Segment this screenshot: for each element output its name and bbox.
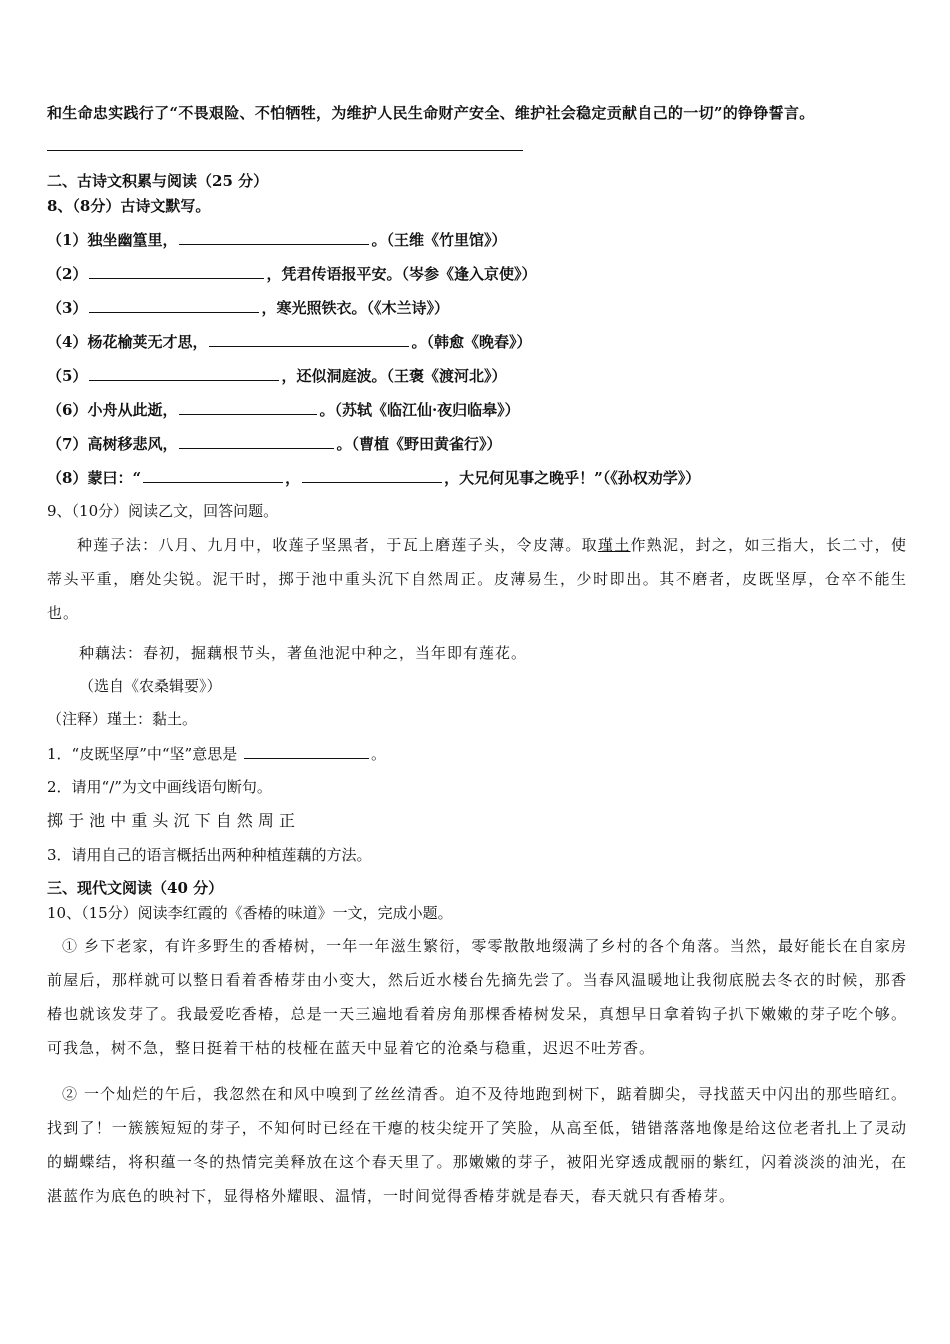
fill-blank[interactable] (244, 743, 369, 759)
q9-sub-1: 1．“皮既坚厚”中“坚”意思是 。 (47, 745, 387, 763)
fill-blank[interactable] (179, 433, 334, 449)
question-8-header: 8、（8分）古诗文默写。 (47, 197, 211, 215)
fill-blank[interactable] (89, 263, 264, 279)
passage-lotus-seeds: 种莲子法：八月、九月中，收莲子坚黑者，于瓦上磨莲子头，令皮薄。取瑾土作熟泥，封之，如三指大，长二寸，使蒂头平重，磨处尖锐。泥干时，掷于池中重头沉下自然周正。皮薄易生，少时即出。其不磨者，皮既坚厚，仓卒不能生也。 (47, 536, 907, 622)
answer-rule (47, 150, 523, 151)
fill-blank[interactable] (89, 297, 259, 313)
passage-note: （注释）瑾土：黏土。 (47, 710, 198, 728)
q8-item-5: （5） ，还似洞庭波。（王褒《渡河北》） (47, 367, 507, 385)
essay-paragraph-1: ① 乡下老家，有许多野生的香椿树，一年一年滋生繁衍，零零散散地缀满了乡村的各个角落。当然，最好能长在自家房前屋后，那样就可以整日看着香椿芽由小变大，然后近水楼台先摘先尝了。当春风温暖地让我彻底脱去冬衣的时候，那香椿也就该发芽了。我最爱吃香椿，总是一天三遍地看着房角那棵香椿树发呆，真想早日拿着钩子扒下嫩嫩的芽子吃个够。可我急，树不急，整日挺着干枯的枝桠在蓝天中显着它的沧桑与稳重，迟迟不吐芳香。 (47, 937, 907, 1057)
continuation-line: 和生命忠实践行了“不畏艰险、不怕牺牲，为维护人民生命财产安全、维护社会稳定贡献自己的一切”的铮铮誓言。 (47, 104, 815, 122)
q8-item-1: （1）独坐幽篁里， 。（王维《竹里馆》） (47, 231, 507, 249)
fill-blank[interactable] (302, 467, 442, 483)
q8-item-2: （2） ，凭君传语报平安。（岑参《逢入京使》） (47, 265, 537, 283)
question-9-header: 9、（10分）阅读乙文，回答问题。 (47, 502, 279, 520)
fill-blank[interactable] (179, 399, 317, 415)
section-3-title: 三、现代文阅读（40 分） (47, 879, 224, 897)
question-10-header: 10、（15分）阅读李红霞的《香椿的味道》一文，完成小题。 (47, 904, 453, 922)
sentence-to-punctuate: 掷 于 池 中 重 头 沉 下 自 然 周 正 (47, 811, 295, 830)
passage-source: （选自《农桑辑要》） (79, 677, 222, 695)
q8-item-6: （6）小舟从此逝， 。（苏轼《临江仙·夜归临皋》） (47, 401, 520, 419)
passage-lotus-root: 种藕法：春初，掘藕根节头，著鱼池泥中种之，当年即有莲花。 (79, 644, 528, 662)
q9-sub-3: 3．请用自己的语言概括出两种种植莲藕的方法。 (47, 846, 372, 864)
fill-blank[interactable] (89, 365, 279, 381)
fill-blank[interactable] (179, 229, 369, 245)
q8-item-4: （4）杨花榆荚无才思， 。（韩愈《晚春》） (47, 333, 532, 351)
q8-item-8: （8）蒙曰：“ ， ，大兄何见事之晚乎！”（《孙权劝学》） (47, 469, 701, 487)
fill-blank[interactable] (143, 467, 283, 483)
fill-blank[interactable] (209, 331, 409, 347)
q8-item-7: （7）高树移悲风， 。（曹植《野田黄雀行》） (47, 435, 502, 453)
section-2-title: 二、古诗文积累与阅读（25 分） (47, 172, 269, 190)
essay-paragraph-2: ② 一个灿烂的午后，我忽然在和风中嗅到了丝丝清香。迫不及待地跑到树下，踮着脚尖，寻找蓝天中闪出的那些暗红。找到了！一簇簇短短的芽子，不知何时已经在干瘪的枝尖绽开了笑脸，从高至低，错错落落地像是给这位老者扎上了灵动的蝴蝶结，将积蕴一冬的热情完美释放在这个春天里了。那嫩嫩的芽子，被阳光穿透成靓丽的紫红，闪着淡淡的油光，在湛蓝作为底色的映衬下，显得格外耀眼、温情，一时间觉得香椿芽就是春天，春天就只有香椿芽。 (47, 1085, 907, 1205)
q9-sub-2: 2．请用“/”为文中画线语句断句。 (47, 778, 272, 796)
q8-item-3: （3） ，寒光照铁衣。（《木兰诗》） (47, 299, 449, 317)
